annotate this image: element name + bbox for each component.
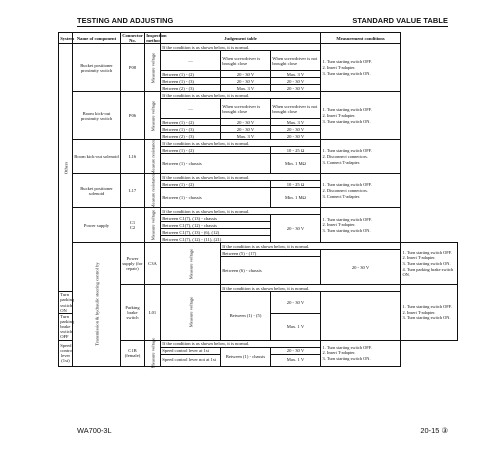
inspection-method: Measure voltage	[145, 340, 161, 366]
judgement-cell: Min. 1 MΩ	[271, 188, 321, 208]
judgement-cell: Speed control lever at 1st	[161, 347, 221, 354]
judgement-cell: When screwdriver is brought close	[221, 99, 271, 119]
component-name: Boom kick-out proximity switch	[73, 92, 121, 140]
inspection-method: Measure resistance	[145, 174, 161, 208]
judgement-cell: Between (1) - (3)	[161, 78, 221, 85]
judgement-cell: Max. 3 V	[221, 85, 271, 92]
judgement-cell: Between C1(7), (13) - chassis	[161, 215, 271, 222]
judgement-cell: When screwdriver is not brought close	[271, 51, 321, 71]
judgement-cell: Max. 1 V	[271, 313, 321, 340]
footer-page-number: 20-15 ③	[420, 426, 448, 435]
judgement-cell: Between (1) - (2)	[161, 71, 221, 78]
judgement-cell: —	[161, 51, 221, 71]
judgement-cell: Between (1) - chassis	[221, 347, 271, 366]
judgement-cell: Between (1) - (2)	[161, 119, 221, 126]
col-component: Name of component	[73, 33, 121, 44]
standard-value-table	[58, 32, 458, 367]
judgement-cell: Between (1) - (2)	[161, 147, 271, 154]
judgement-cell: Between (1) - (5)	[221, 292, 271, 340]
judgement-cell: 10 - 25 Ω	[271, 147, 321, 154]
judgement-note: If the condition is as shown below, it is normal.	[161, 174, 321, 181]
judgement-cell: Turn parking switch ON	[60, 292, 75, 313]
table-header-row	[59, 33, 458, 44]
inspection-method: Measure voltage	[145, 208, 161, 243]
component-name: Power supply	[73, 208, 121, 243]
measurement-conditions: 1. Turn starting switch OFF. 2. Insert T-adapter. 3. Turn starting switch ON. 4. Turn parking brake switch ON.	[401, 243, 458, 285]
inspection-method: Measure resistance	[145, 140, 161, 174]
measurement-conditions: 1. Turn starting switch OFF. 2. Insert T-adapter. 3. Turn starting switch ON.	[321, 44, 401, 92]
connector-no: L01	[145, 285, 161, 340]
col-method: Inspection method	[146, 33, 167, 44]
component-name: Bucket positioner proximity switch	[73, 44, 121, 92]
col-connector: Connector No.	[122, 33, 143, 44]
judgement-note: If the condition is as shown below, it is normal.	[161, 44, 321, 51]
judgement-cell: Max. 3 V	[271, 71, 321, 78]
judgement-cell: Max. 3 V	[271, 119, 321, 126]
judgement-cell: Between (5) - (17)	[221, 250, 321, 257]
judgement-cell: 20 - 30 V	[271, 347, 321, 354]
judgement-cell: Between C1(7), (12) - (11), (21)	[161, 236, 271, 243]
inspection-method: Measure voltage	[161, 285, 221, 340]
judgement-cell: Min. 1 MΩ	[271, 154, 321, 174]
judgement-cell: Between (1) - chassis	[161, 154, 271, 174]
system-others: Others	[59, 44, 73, 292]
col-conditions: Measurement conditions	[321, 33, 401, 44]
connector-no: C3A	[145, 243, 161, 285]
judgement-cell: 20 - 30 V	[271, 126, 321, 133]
component-name: Bucket positioner solenoid	[73, 174, 121, 208]
judgement-cell: Max. 3 V	[221, 133, 271, 140]
inspection-method: Measure voltage	[145, 92, 161, 140]
measurement-conditions: 1. Turn starting switch OFF. 2. Disconnect connectors. 3. Connect T-adapter.	[321, 140, 401, 174]
judgement-cell: 20 - 30 V	[271, 78, 321, 85]
judgement-note: If the condition is as shown below, it is normal.	[221, 285, 401, 292]
judgement-cell: Speed control lever not at 1st	[161, 354, 221, 366]
judgement-cell: Between (1) - (3)	[161, 126, 221, 133]
judgement-cell: 10 - 25 Ω	[271, 181, 321, 188]
judgement-cell: Between (1) - chassis	[161, 188, 271, 208]
measurement-conditions: 1. Turn starting switch OFF. 2. Insert T-adapter. 3. Turn starting switch ON.	[321, 208, 401, 243]
inspection-method: Measure voltage	[145, 44, 161, 92]
component-name: Speed control lever (1st)	[59, 340, 73, 366]
judgement-note: If the condition is as shown below, it is normal.	[221, 243, 401, 250]
measurement-conditions: 1. Turn starting switch OFF. 2. Insert T-adapter. 3. Turn starting switch ON.	[321, 92, 401, 140]
judgement-cell: 20 - 30 V	[271, 85, 321, 92]
measurement-conditions: 1. Turn starting switch OFF. 2. Insert T-adapter. 3. Turn starting switch ON.	[321, 340, 401, 366]
measurement-conditions: 1. Turn starting switch OFF. 2. Disconnect connectors. 3. Connect T-adapter.	[321, 174, 401, 208]
col-system: System	[59, 33, 73, 44]
judgement-cell: When screwdriver is not brought close	[271, 99, 321, 119]
judgement-note: If the condition is as shown below, it is normal.	[161, 92, 321, 99]
connector-no: L17	[121, 174, 145, 208]
judgement-cell: Between (6) - chassis	[221, 257, 321, 285]
system-transmission: Transmission & hydraulic steering control by	[73, 243, 121, 366]
connector-no: P08	[121, 44, 145, 92]
judgement-cell: 20 - 30 V	[321, 250, 401, 285]
header-section: STANDARD VALUE TABLE	[352, 16, 448, 25]
judgement-cell: Turn parking brake switch OFF	[60, 313, 75, 340]
judgement-cell: Between (2) - (3)	[161, 133, 221, 140]
connector-no: P06	[121, 92, 145, 140]
component-name: Power supply (for repair)	[121, 243, 145, 285]
connector-no: C1B (female)	[121, 340, 145, 366]
judgement-cell: 20 - 30 V	[221, 78, 271, 85]
judgement-cell: Between C1(7), (12) - chassis	[161, 222, 271, 229]
connector-no: C1 C2	[121, 208, 145, 243]
component-name: Boom kick-out solenoid	[73, 140, 121, 174]
header-rule	[77, 26, 448, 27]
judgement-cell: 20 - 30 V	[271, 215, 321, 243]
judgement-cell: When screwdriver is brought close	[221, 51, 271, 71]
judgement-note: If the condition is as shown below, it is normal.	[161, 140, 321, 147]
col-judgement: Judgement table	[161, 33, 321, 44]
judgement-cell: 20 - 30 V	[271, 133, 321, 140]
judgement-note: If the condition is as shown below, it is normal.	[161, 340, 321, 347]
judgement-note: If the condition is as shown below, it is normal.	[161, 208, 321, 215]
judgement-cell: —	[161, 99, 221, 119]
judgement-cell: 20 - 30 V	[221, 126, 271, 133]
judgement-cell: Between (1) - (2)	[161, 181, 271, 188]
footer-model: WA700-3L	[77, 426, 112, 435]
component-name: Parking brake switch	[121, 285, 145, 340]
header-title: TESTING AND ADJUSTING	[77, 16, 174, 25]
judgement-cell: 20 - 30 V	[221, 119, 271, 126]
judgement-cell: 20 - 30 V	[221, 71, 271, 78]
judgement-cell: Max. 1 V	[271, 354, 321, 366]
measurement-conditions: 1. Turn starting switch OFF. 2. Insert T-adapter. 3. Turn starting switch ON.	[401, 285, 458, 340]
inspection-method: Measure voltage	[161, 243, 221, 285]
judgement-cell: Between C1(7), (13) - (6), (12)	[161, 229, 271, 236]
judgement-cell: Between (2) - (3)	[161, 85, 221, 92]
judgement-cell: 20 - 30 V	[271, 292, 321, 314]
connector-no: L16	[121, 140, 145, 174]
